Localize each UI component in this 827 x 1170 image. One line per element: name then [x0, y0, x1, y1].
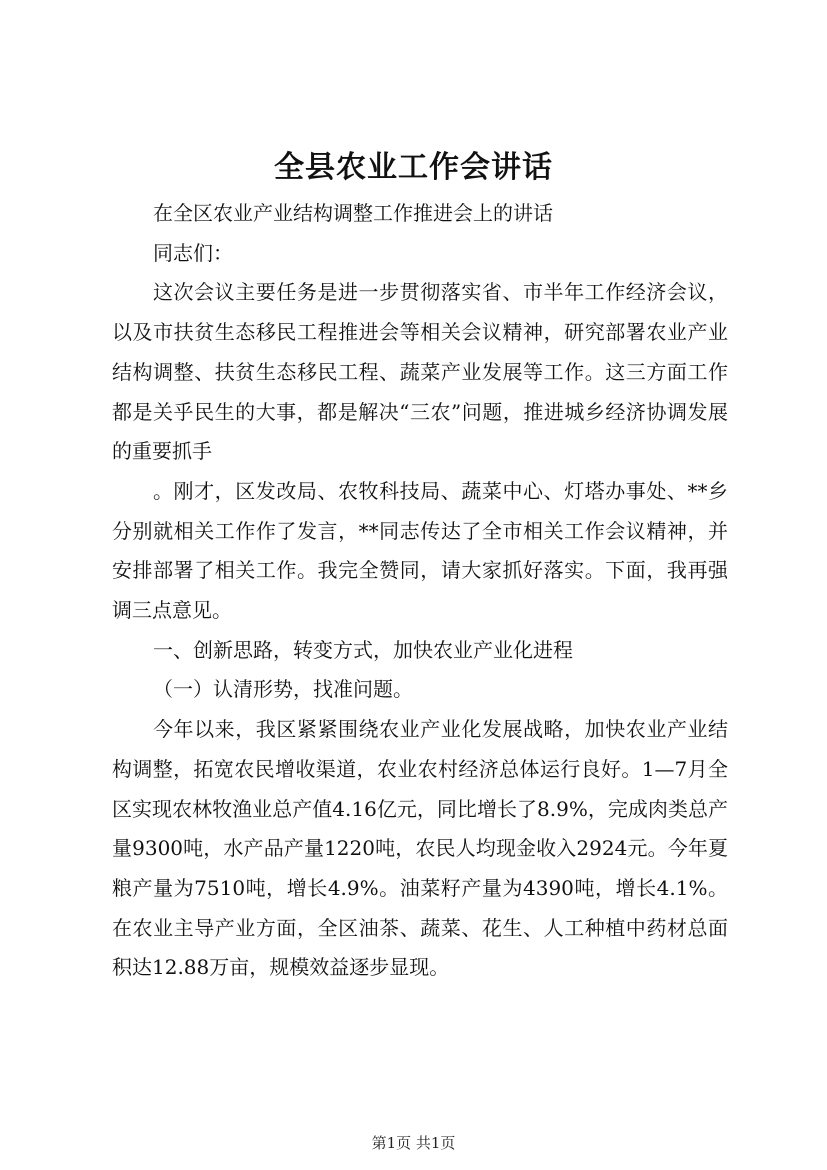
paragraph-continuation: 。刚才，区发改局、农牧科技局、蔬菜中心、灯塔办事处、**乡分别就相关工作作了发言，**同志传达了全市相关工作会议精神，并安排部署了相关工作。我完全赞同，请大家抓好落实。下面，我再强调三点意见。 [112, 478, 728, 623]
document-title: 全县农业工作会讲话 [274, 150, 553, 185]
paragraph-subtitle: 在全区农业产业结构调整工作推进会上的讲话 [153, 201, 553, 225]
document-body [112, 194, 728, 988]
page-footer: 第1页 共1页 [371, 1134, 456, 1152]
paragraph-achievements: 今年以来，我区紧紧围绕农业产业化发展战略，加快农业产业结构调整，拓宽农民增收渠道，农业农村经济总体运行良好。1—7月全区实现农林牧渔业总产值4.16亿元，同比增长了8.9%，完成肉类总产量9300吨，水产品产量1220吨，农民人均现金收入2924元。今年夏粮产量为7510吨，增长4.9%。油菜籽产量为4390吨，增长4.1%。在农业主导产业方面，全区油茶、蔬菜、花生、人工种植中药材总面积达12.88万亩，规模效益逐步显现。 [112, 717, 728, 980]
section-heading-1: 一、创新思路，转变方式，加快农业产业化进程 [153, 637, 573, 662]
paragraph-salutation: 同志们： [153, 240, 233, 265]
paragraph-intro: 这次会议主要任务是进一步贯彻落实省、市半年工作经济会议，以及市扶贫生态移民工程推进会等相关会议精神，研究部署农业产业结构调整、扶贫生态移民工程、蔬菜产业发展等工作。这三方面工作都是关乎民生的大事，都是解决“三农”问题，推进城乡经济协调发展的重要抓手 [112, 280, 728, 464]
subsection-heading-1: （一）认清形势，找准问题。 [153, 677, 413, 702]
